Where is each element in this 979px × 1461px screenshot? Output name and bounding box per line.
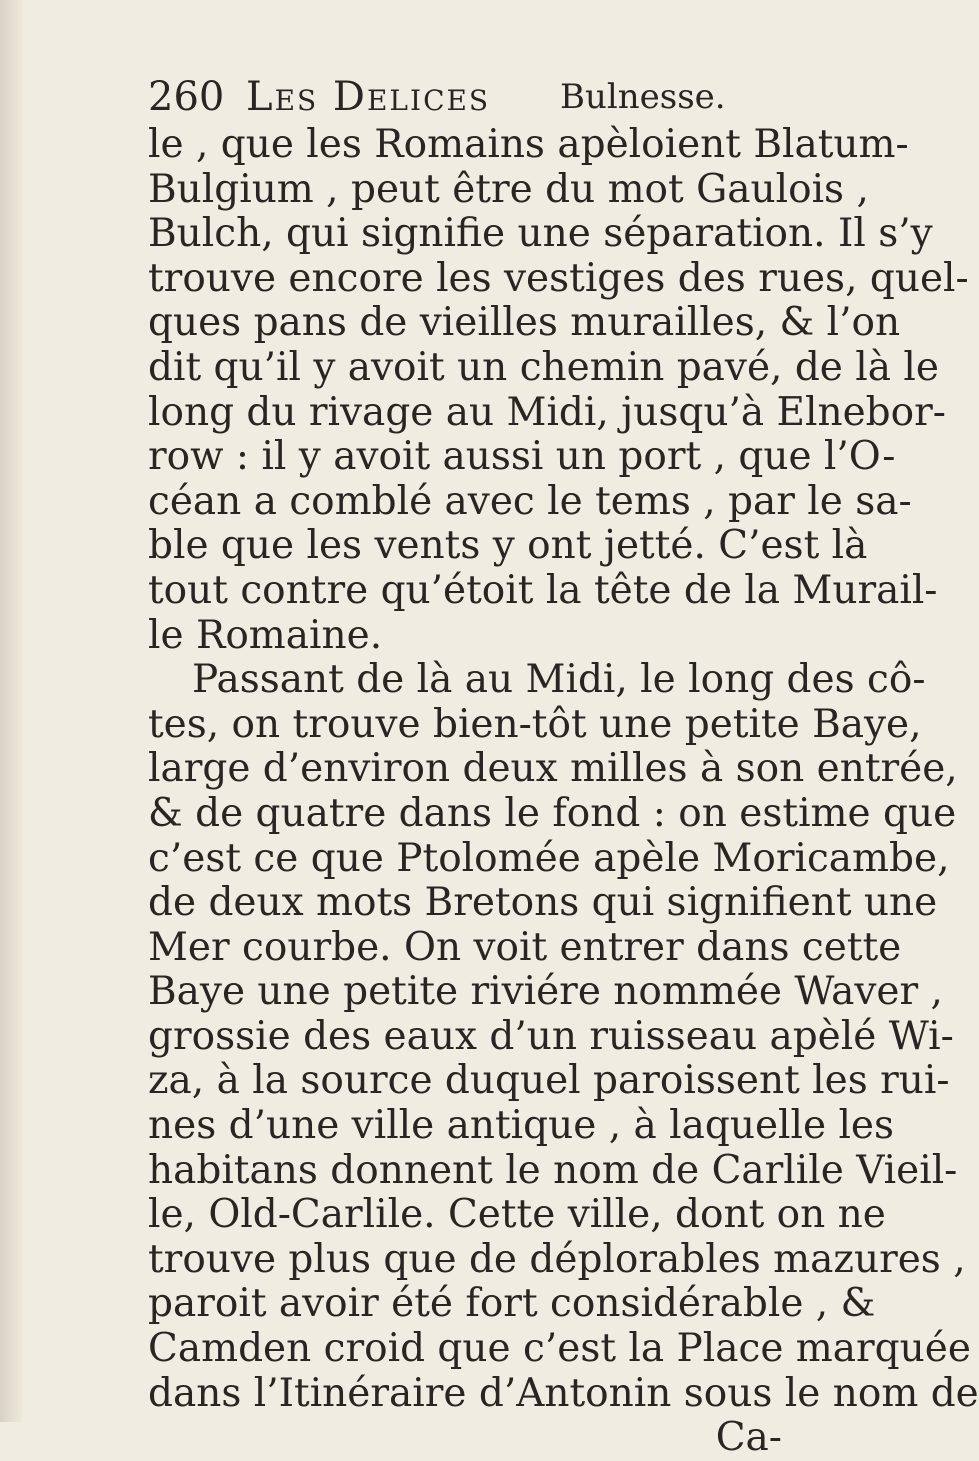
text-line: Mer courbe. On voit entrer dans cette bbox=[148, 924, 902, 970]
text-line: za, à la source duquel paroissent les rui- bbox=[148, 1058, 950, 1104]
text-line: Bulgium , peut être du mot Gaulois , bbox=[148, 166, 869, 212]
text-line: paroit avoir été fort considérable , & bbox=[148, 1281, 876, 1327]
text-line: long du rivage au Midi, jusqu’à Elnebor- bbox=[148, 389, 946, 435]
text-line: ble que les vents y ont jetté. C’est là bbox=[148, 523, 868, 569]
text-line: & de quatre dans le fond : on estime que bbox=[148, 790, 957, 836]
text-line: Passant de là au Midi, le long des cô- bbox=[192, 657, 926, 703]
text-line: trouve encore les vestiges des rues, quel- bbox=[148, 255, 969, 301]
text-line: dit qu’il y avoit un chemin pavé, de là le bbox=[148, 344, 939, 390]
text-line: Camden croid que c’est la Place marquée bbox=[148, 1326, 971, 1372]
text-line: de deux mots Bretons qui signifient une bbox=[148, 880, 938, 926]
text-line: Baye une petite riviére nommée Waver , bbox=[148, 969, 943, 1015]
text-line: row : il y avoit aussi un port , que l’O- bbox=[148, 434, 896, 480]
text-line: habitans donnent le nom de Carlile Vieil- bbox=[148, 1147, 958, 1193]
text-line: ques pans de vieilles murailles, & l’on bbox=[148, 300, 901, 346]
running-title: Les Delices bbox=[246, 74, 491, 120]
text-line: tes, on trouve bien-tôt une petite Baye, bbox=[148, 701, 922, 747]
text-line: trouve plus que de déplorables mazures , bbox=[148, 1236, 966, 1282]
text-line: le , que les Romains apèloient Blatum- bbox=[148, 122, 909, 167]
catchword: Ca- bbox=[715, 1415, 782, 1461]
page-number: 260 bbox=[148, 74, 225, 120]
text-line: grossie des eaux d’un ruisseau apèlé Wi- bbox=[148, 1013, 954, 1059]
running-subtitle: Bulnesse. bbox=[560, 77, 726, 117]
page-edge bbox=[0, 0, 22, 1422]
text-line: dans l’Itinéraire d’Antonin sous le nom de bbox=[148, 1370, 979, 1416]
text-line: céan a comblé avec le tems , par le sa- bbox=[148, 478, 912, 524]
text-line: le, Old-Carlile. Cette ville, dont on ne bbox=[148, 1192, 886, 1238]
text-line: nes d’une ville antique , à laquelle les bbox=[148, 1103, 895, 1149]
running-header bbox=[148, 72, 788, 122]
text-line: c’est ce que Ptolomée apèle Moricambe, bbox=[148, 835, 950, 881]
text-line: large d’environ deux milles à son entrée, bbox=[148, 746, 958, 792]
body-text bbox=[148, 122, 979, 1461]
text-line: le Romaine. bbox=[148, 612, 383, 658]
text-line: tout contre qu’étoit la tête de la Murail- bbox=[148, 567, 938, 613]
text-line: Bulch, qui signifie une séparation. Il s’y bbox=[148, 211, 933, 257]
